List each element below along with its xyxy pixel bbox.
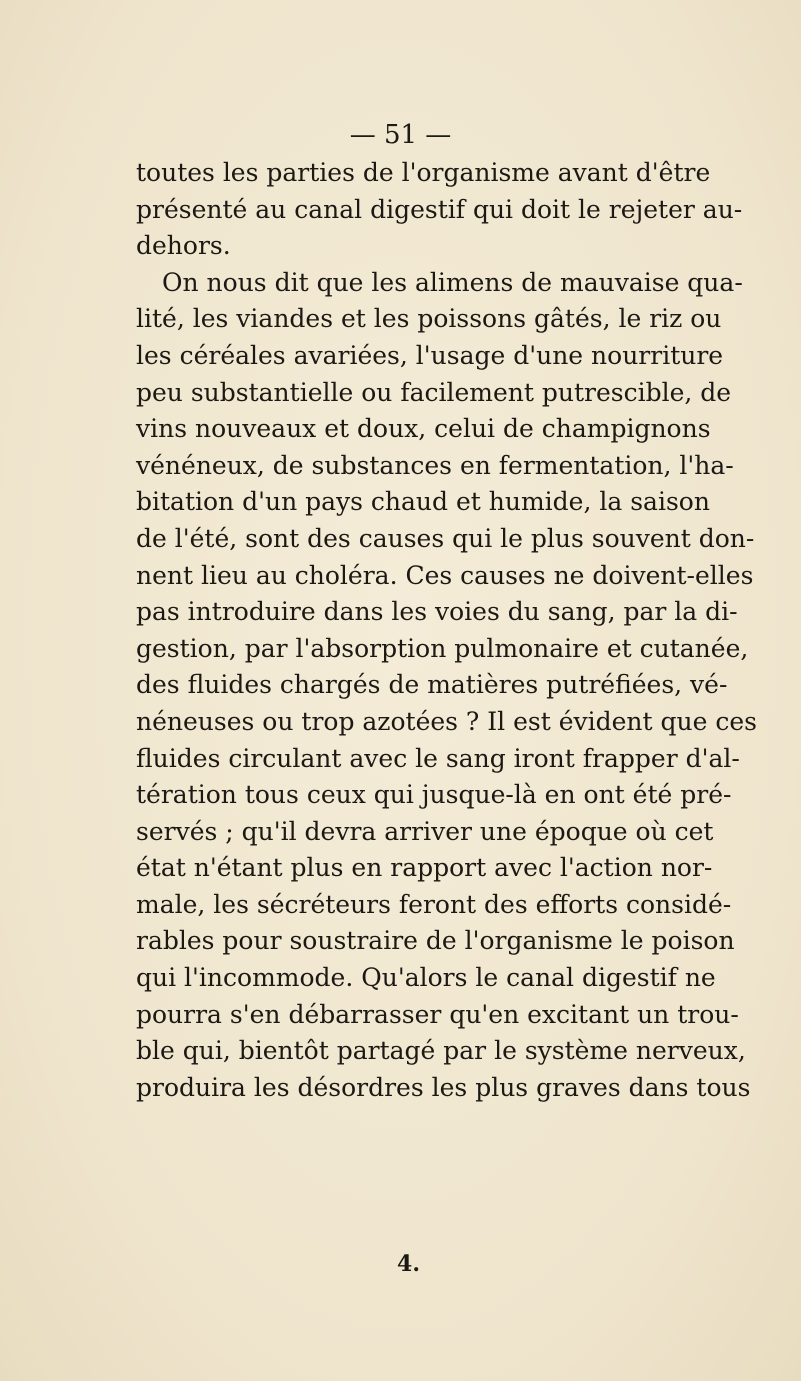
page-number: — 51 — [349,120,452,150]
text-line: tération tous ceux qui jusque-là en ont été pré- [136,780,732,810]
text-line: des fluides chargés de matières putréfiées, vé- [136,670,728,700]
text-line: bitation d'un pays chaud et humide, la saison [136,487,710,517]
text-line: pourra s'en débarrasser qu'en excitant un trou- [136,999,739,1029]
text-line: les céréales avariées, l'usage d'une nourriture [136,340,724,370]
text-line: servés ; qu'il devra arriver une époque où cet [136,816,714,846]
text-line: qui l'incommode. Qu'alors le canal digestif ne [136,963,716,993]
paragraph-start-line: On nous dit que les alimens de mauvaise qua- [162,267,743,297]
text-line: de l'été, sont des causes qui le plus souvent don- [136,523,755,553]
text-line: ble qui, bientôt partagé par le système nerveux, [136,1036,746,1066]
signature-mark: 4. [397,1251,420,1277]
text-line: néneuses ou trop azotées ? Il est évident que ces [136,706,757,736]
text-line: gestion, par l'absorption pulmonaire et cutanée, [136,633,749,663]
body-text [136,155,757,1106]
text-line: male, les sécréteurs feront des efforts considé- [136,889,732,919]
text-line: pas introduire dans les voies du sang, par la di- [136,597,738,627]
text-line: toutes les parties de l'organisme avant d'être [136,158,711,187]
text-line: peu substantielle ou facilement putrescible, de [136,377,732,407]
text-line: produira les désordres les plus graves dans tous [136,1072,751,1102]
text-line: présenté au canal digestif qui doit le rejeter au- [136,194,743,224]
text-line: dehors. [136,231,231,261]
text-line: nent lieu au choléra. Ces causes ne doivent-elles [136,560,754,590]
text-line: rables pour soustraire de l'organisme le poison [136,926,735,956]
text-line: vins nouveaux et doux, celui de champignons [136,414,711,444]
text-line: lité, les viandes et les poissons gâtés, le riz ou [136,304,722,334]
text-line: état n'étant plus en rapport avec l'action nor- [136,853,713,883]
text-line: vénéneux, de substances en fermentation, l'ha- [136,450,734,480]
text-line: fluides circulant avec le sang iront frapper d'al- [136,743,740,773]
